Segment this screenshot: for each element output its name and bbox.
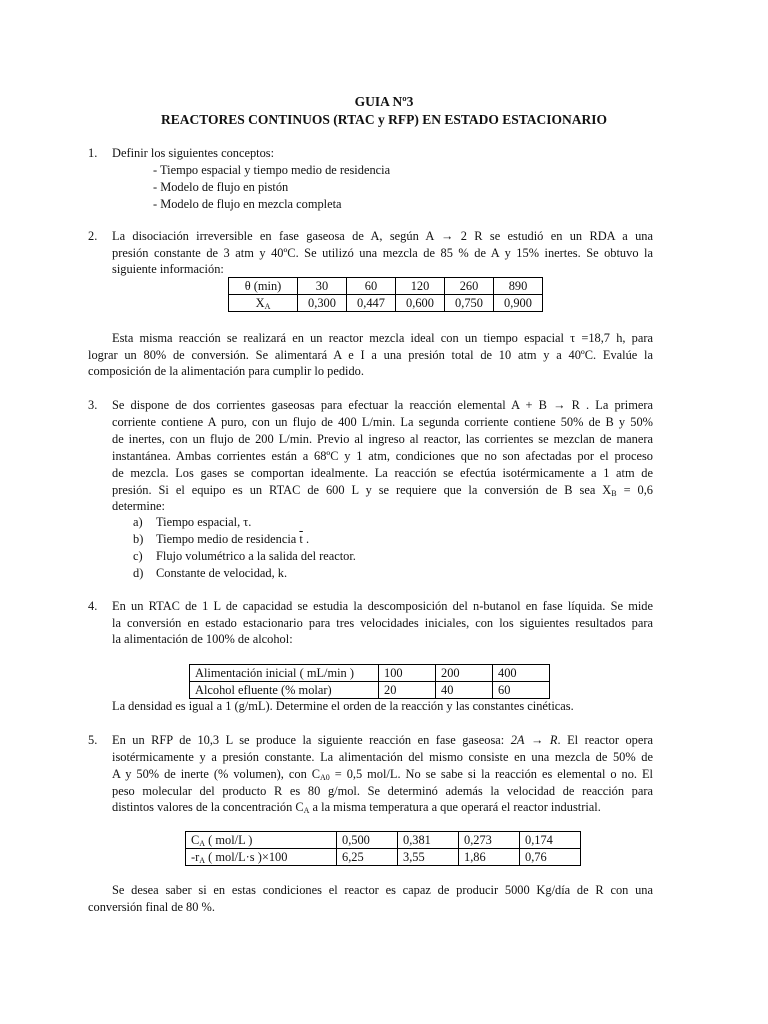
problem-3-item-c-letter: c) <box>133 549 143 563</box>
rate-table <box>185 831 581 866</box>
problem-3-item-a-letter: a) <box>133 515 143 529</box>
problem-4-line-1: En un RTAC de 1 L de capacidad se estudia la descomposición del n-butanol en fase líquida. Se mide <box>112 599 653 613</box>
problem-1-intro: Definir los siguientes conceptos: <box>112 146 275 160</box>
table-cell: 400 <box>493 665 550 682</box>
table-cell: 60 <box>347 278 396 295</box>
document-subtitle: REACTORES CONTINUOS (RTAC y RFP) EN ESTADO ESTACIONARIO <box>161 112 607 127</box>
table-cell: 30 <box>298 278 347 295</box>
problem-3-line-4: instantánea. Ambas corrientes están a 68ºC y 1 atm, condiciones que no son afectadas por el proceso <box>112 449 653 463</box>
problem-2-line-3: siguiente información: <box>112 262 224 276</box>
table-header-feed: Alimentación inicial ( mL/min ) <box>190 665 379 682</box>
table-cell: 0,273 <box>459 832 520 849</box>
problem-1-item-2: - Modelo de flujo en pistón <box>153 180 289 194</box>
problem-4-line-3: la alimentación de 100% de alcohol: <box>112 632 293 646</box>
table-row <box>229 295 543 312</box>
table-header-effluent: Alcohol efluente (% molar) <box>190 682 379 699</box>
arrow-right-icon: → <box>441 229 454 243</box>
problem-3-line-6: presión. Si el equipo es un RTAC de 600 L y se requiere que la conversión de B sea $X_B = 0,6$ <box>112 483 654 498</box>
problem-5-line-1: En un RFP de 10,3 L se produce la siguiente reacción en fase gaseosa: 2A → R. El reactor opera <box>112 733 653 747</box>
problem-2-line-1: La disociación irreversible en fase gaseosa de A, según A → 2 R se estudió en un RDA a una <box>112 229 653 243</box>
problem-3-item-b-letter: b) <box>133 532 144 546</box>
problem-3-item-a: Tiempo espacial, τ. <box>156 515 252 529</box>
problem-1-number: 1. <box>88 146 98 160</box>
problem-2-number: 2. <box>88 229 98 243</box>
problem-5-line-5: distintos valores de la concentración $C_A$ a la misma temperatura a que operará el reactor industrial. <box>112 800 601 815</box>
table-cell: 100 <box>379 665 436 682</box>
table-cell: 0,750 <box>445 295 494 312</box>
table-row <box>186 832 581 849</box>
table-cell: 6,25 <box>337 849 398 866</box>
table-row <box>190 665 550 682</box>
table-cell: 0,381 <box>398 832 459 849</box>
problem-5-followup-line-1: Se desea saber si en estas condiciones el reactor es capaz de producir 5000 Kg/día de R con una <box>112 883 653 897</box>
problem-3-line-1: Se dispone de dos corrientes gaseosas para efectuar la reacción elemental A + B → R . La primera <box>112 398 653 412</box>
problem-5-line-2: isotérmicamente y a presión constante. La alimentación del mismo consiste en una mezcla de 50% de <box>112 750 653 764</box>
table-cell: 0,447 <box>347 295 396 312</box>
tau-symbol: τ <box>570 331 576 345</box>
problem-3-number: 3. <box>88 398 98 412</box>
problem-5-line-4: peso molecular del producto R es 80 g/mol. Se determinó además la velocidad de reacción para <box>112 784 653 798</box>
t-bar-symbol: $\overline{t}$ <box>299 532 303 546</box>
butanol-table <box>189 664 550 699</box>
table-cell: 120 <box>396 278 445 295</box>
problem-3-item-c: Flujo volumétrico a la salida del reactor. <box>156 549 356 563</box>
problem-5-line-3: A y 50% de inerte (% volumen), con $C_{A0} = 0,5$ mol/L. No se sabe si la reacción es elemental o no. El <box>112 767 653 782</box>
table-cell: 0,600 <box>396 295 445 312</box>
table-cell: 0,76 <box>520 849 581 866</box>
problem-3-item-d-letter: d) <box>133 566 144 580</box>
table-cell: 1,86 <box>459 849 520 866</box>
problem-3-line-5: de mezcla. Los gases se comportan idealmente. La reacción se efectúa isotérmicamente a 1 atm de <box>112 466 653 480</box>
table-cell: 0,900 <box>494 295 543 312</box>
problem-3-line-3: de inertes, con un flujo de 200 L/min. Previo al ingreso al reactor, las corrientes se mezclan de manera <box>112 432 653 446</box>
problem-2-followup-line-1: Esta misma reacción se realizará en un reactor mezcla ideal con un tiempo espacial τ =18,7 h, para <box>112 331 653 345</box>
problem-1-item-3: - Modelo de flujo en mezcla completa <box>153 197 342 211</box>
arrow-right-icon: → <box>553 398 566 412</box>
document-title: GUIA Nº3 <box>354 94 414 109</box>
table-cell: 890 <box>494 278 543 295</box>
problem-3-line-7: determine: <box>112 499 165 513</box>
problem-2-followup-line-3: composición de la alimentación para cumplir lo pedido. <box>88 364 364 378</box>
table-row <box>186 849 581 866</box>
table-cell: 0,174 <box>520 832 581 849</box>
table-cell: 0,300 <box>298 295 347 312</box>
problem-3-item-b: Tiempo medio de residencia $\overline{t}$ . <box>156 532 310 546</box>
table-header-ca: $C_A$ ( mol/L ) <box>186 832 337 849</box>
problem-4-line-2: la conversión en estado estacionario para tres velocidades iniciales, con los siguientes resultados para <box>112 616 653 630</box>
problem-2-followup-line-2: lograr un 80% de conversión. Se alimentará A e I a una presión total de 10 atm y a 40ºC. Evalúe la <box>88 348 653 362</box>
problem-5-followup-line-2: conversión final de 80 %. <box>88 900 215 914</box>
table-cell: 0,500 <box>337 832 398 849</box>
problem-3-line-2: corriente contiene A puro, con un flujo de 400 L/min. La segunda corriente contiene 50% de B y 50% <box>112 415 653 429</box>
arrow-right-icon: → <box>531 733 544 747</box>
table-cell: 60 <box>493 682 550 699</box>
table-cell: 3,55 <box>398 849 459 866</box>
table-header-xa: $X_A$ <box>229 295 298 312</box>
problem-4-after-table: La densidad es igual a 1 (g/mL). Determine el orden de la reacción y las constantes cinéticas. <box>112 699 574 713</box>
problem-2-line-2: presión constante de 3 atm y 40ºC. Se utilizó una mezcla de 85 % de A y 15% inertes. Se obtuvo la <box>112 246 653 260</box>
problem-1-item-1: - Tiempo espacial y tiempo medio de residencia <box>153 163 391 177</box>
table-cell: 20 <box>379 682 436 699</box>
table-row <box>229 278 543 295</box>
table-cell: 40 <box>436 682 493 699</box>
conversion-table <box>228 277 543 312</box>
problem-4-number: 4. <box>88 599 98 613</box>
problem-5-number: 5. <box>88 733 98 747</box>
table-header-ra: $-r_A$ ( mol/L·s )×100 <box>186 849 337 866</box>
table-cell: 200 <box>436 665 493 682</box>
table-row <box>190 682 550 699</box>
table-cell: 260 <box>445 278 494 295</box>
table-header-theta: θ (min) <box>229 278 298 295</box>
problem-3-item-d: Constante de velocidad, k. <box>156 566 288 580</box>
